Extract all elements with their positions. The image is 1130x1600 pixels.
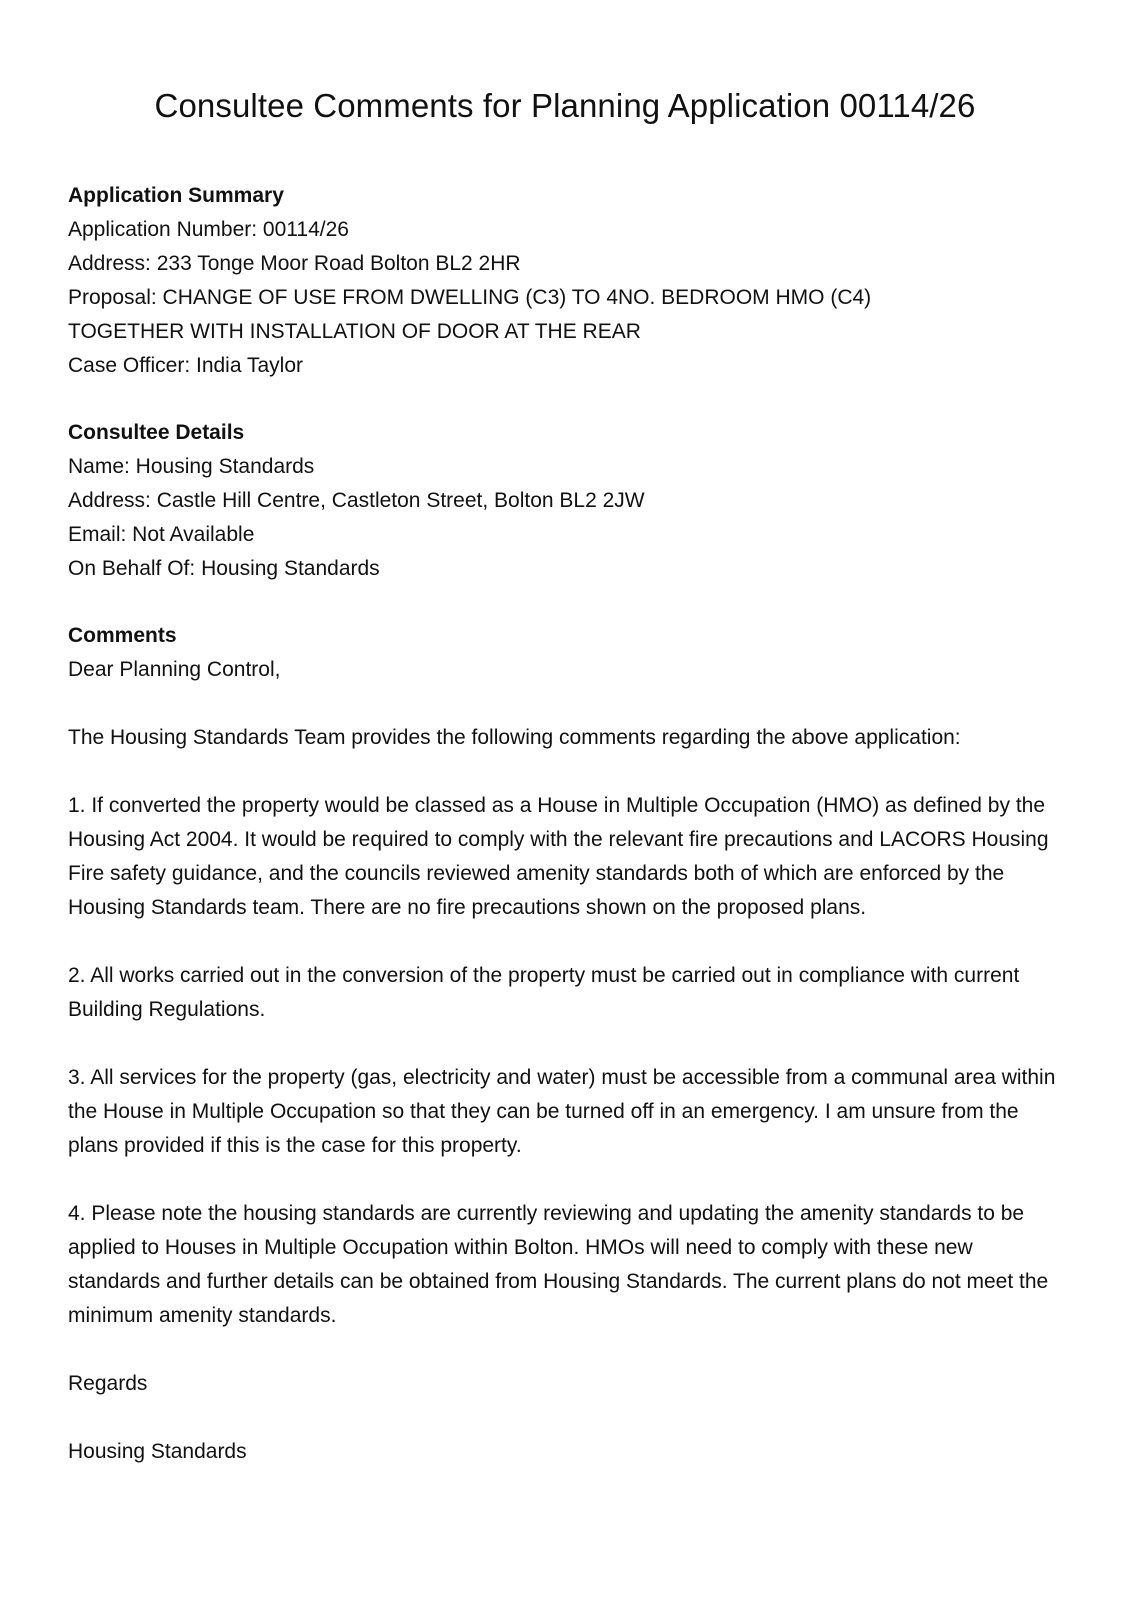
application-summary-heading: Application Summary xyxy=(68,184,284,207)
proposal-line-2: TOGETHER WITH INSTALLATION OF DOOR AT THE REAR xyxy=(68,320,641,343)
consultee-address: Address: Castle Hill Centre, Castleton Street, Bolton BL2 2JW xyxy=(68,489,645,512)
comments-signoff: Housing Standards xyxy=(68,1440,247,1463)
proposal-line-1: Proposal: CHANGE OF USE FROM DWELLING (C3) TO 4NO. BEDROOM HMO (C4) xyxy=(68,286,872,309)
page-title: Consultee Comments for Planning Application 00114/26 xyxy=(154,87,976,124)
comments-closing: Regards xyxy=(68,1372,148,1395)
case-officer: Case Officer: India Taylor xyxy=(68,354,303,377)
consultee-on-behalf-of: On Behalf Of: Housing Standards xyxy=(68,557,380,580)
consultee-details-section xyxy=(68,416,1062,586)
comments-salutation: Dear Planning Control, xyxy=(68,658,281,681)
comment-point-1: 1. If converted the property would be classed as a House in Multiple Occupation (HMO) as defined by the Housing Act 2004. It would be required to comply with the relevant fire precautions and LACORS Housing Fire safety guidance, and the councils reviewed amenity standards both of which are enforced by the Housing Standards team. There are no fire precautions shown on the proposed plans. xyxy=(68,794,1049,919)
consultee-details-heading: Consultee Details xyxy=(68,421,245,444)
consultee-name: Name: Housing Standards xyxy=(68,455,315,478)
comment-point-2: 2. All works carried out in the conversion of the property must be carried out in compliance with current Building Regulations. xyxy=(68,964,1020,1021)
consultee-email: Email: Not Available xyxy=(68,523,255,546)
application-address: Address: 233 Tonge Moor Road Bolton BL2 2HR xyxy=(68,252,521,275)
comment-point-3: 3. All services for the property (gas, electricity and water) must be accessible from a communal area within the House in Multiple Occupation so that they can be turned off in an emergency. I am unsure from the plans provided if this is the case for this property. xyxy=(68,1066,1056,1157)
comments-intro: The Housing Standards Team provides the following comments regarding the above application: xyxy=(68,726,961,749)
application-summary-section xyxy=(68,179,1062,383)
application-number: Application Number: 00114/26 xyxy=(68,218,349,241)
comments-section xyxy=(68,619,1062,1469)
comments-heading: Comments xyxy=(68,624,177,647)
comment-point-4: 4. Please note the housing standards are currently reviewing and updating the amenity standards to be applied to Houses in Multiple Occupation within Bolton. HMOs will need to comply with these new standards and further details can be obtained from Housing Standards. The current plans do not meet the minimum amenity standards. xyxy=(68,1202,1049,1327)
